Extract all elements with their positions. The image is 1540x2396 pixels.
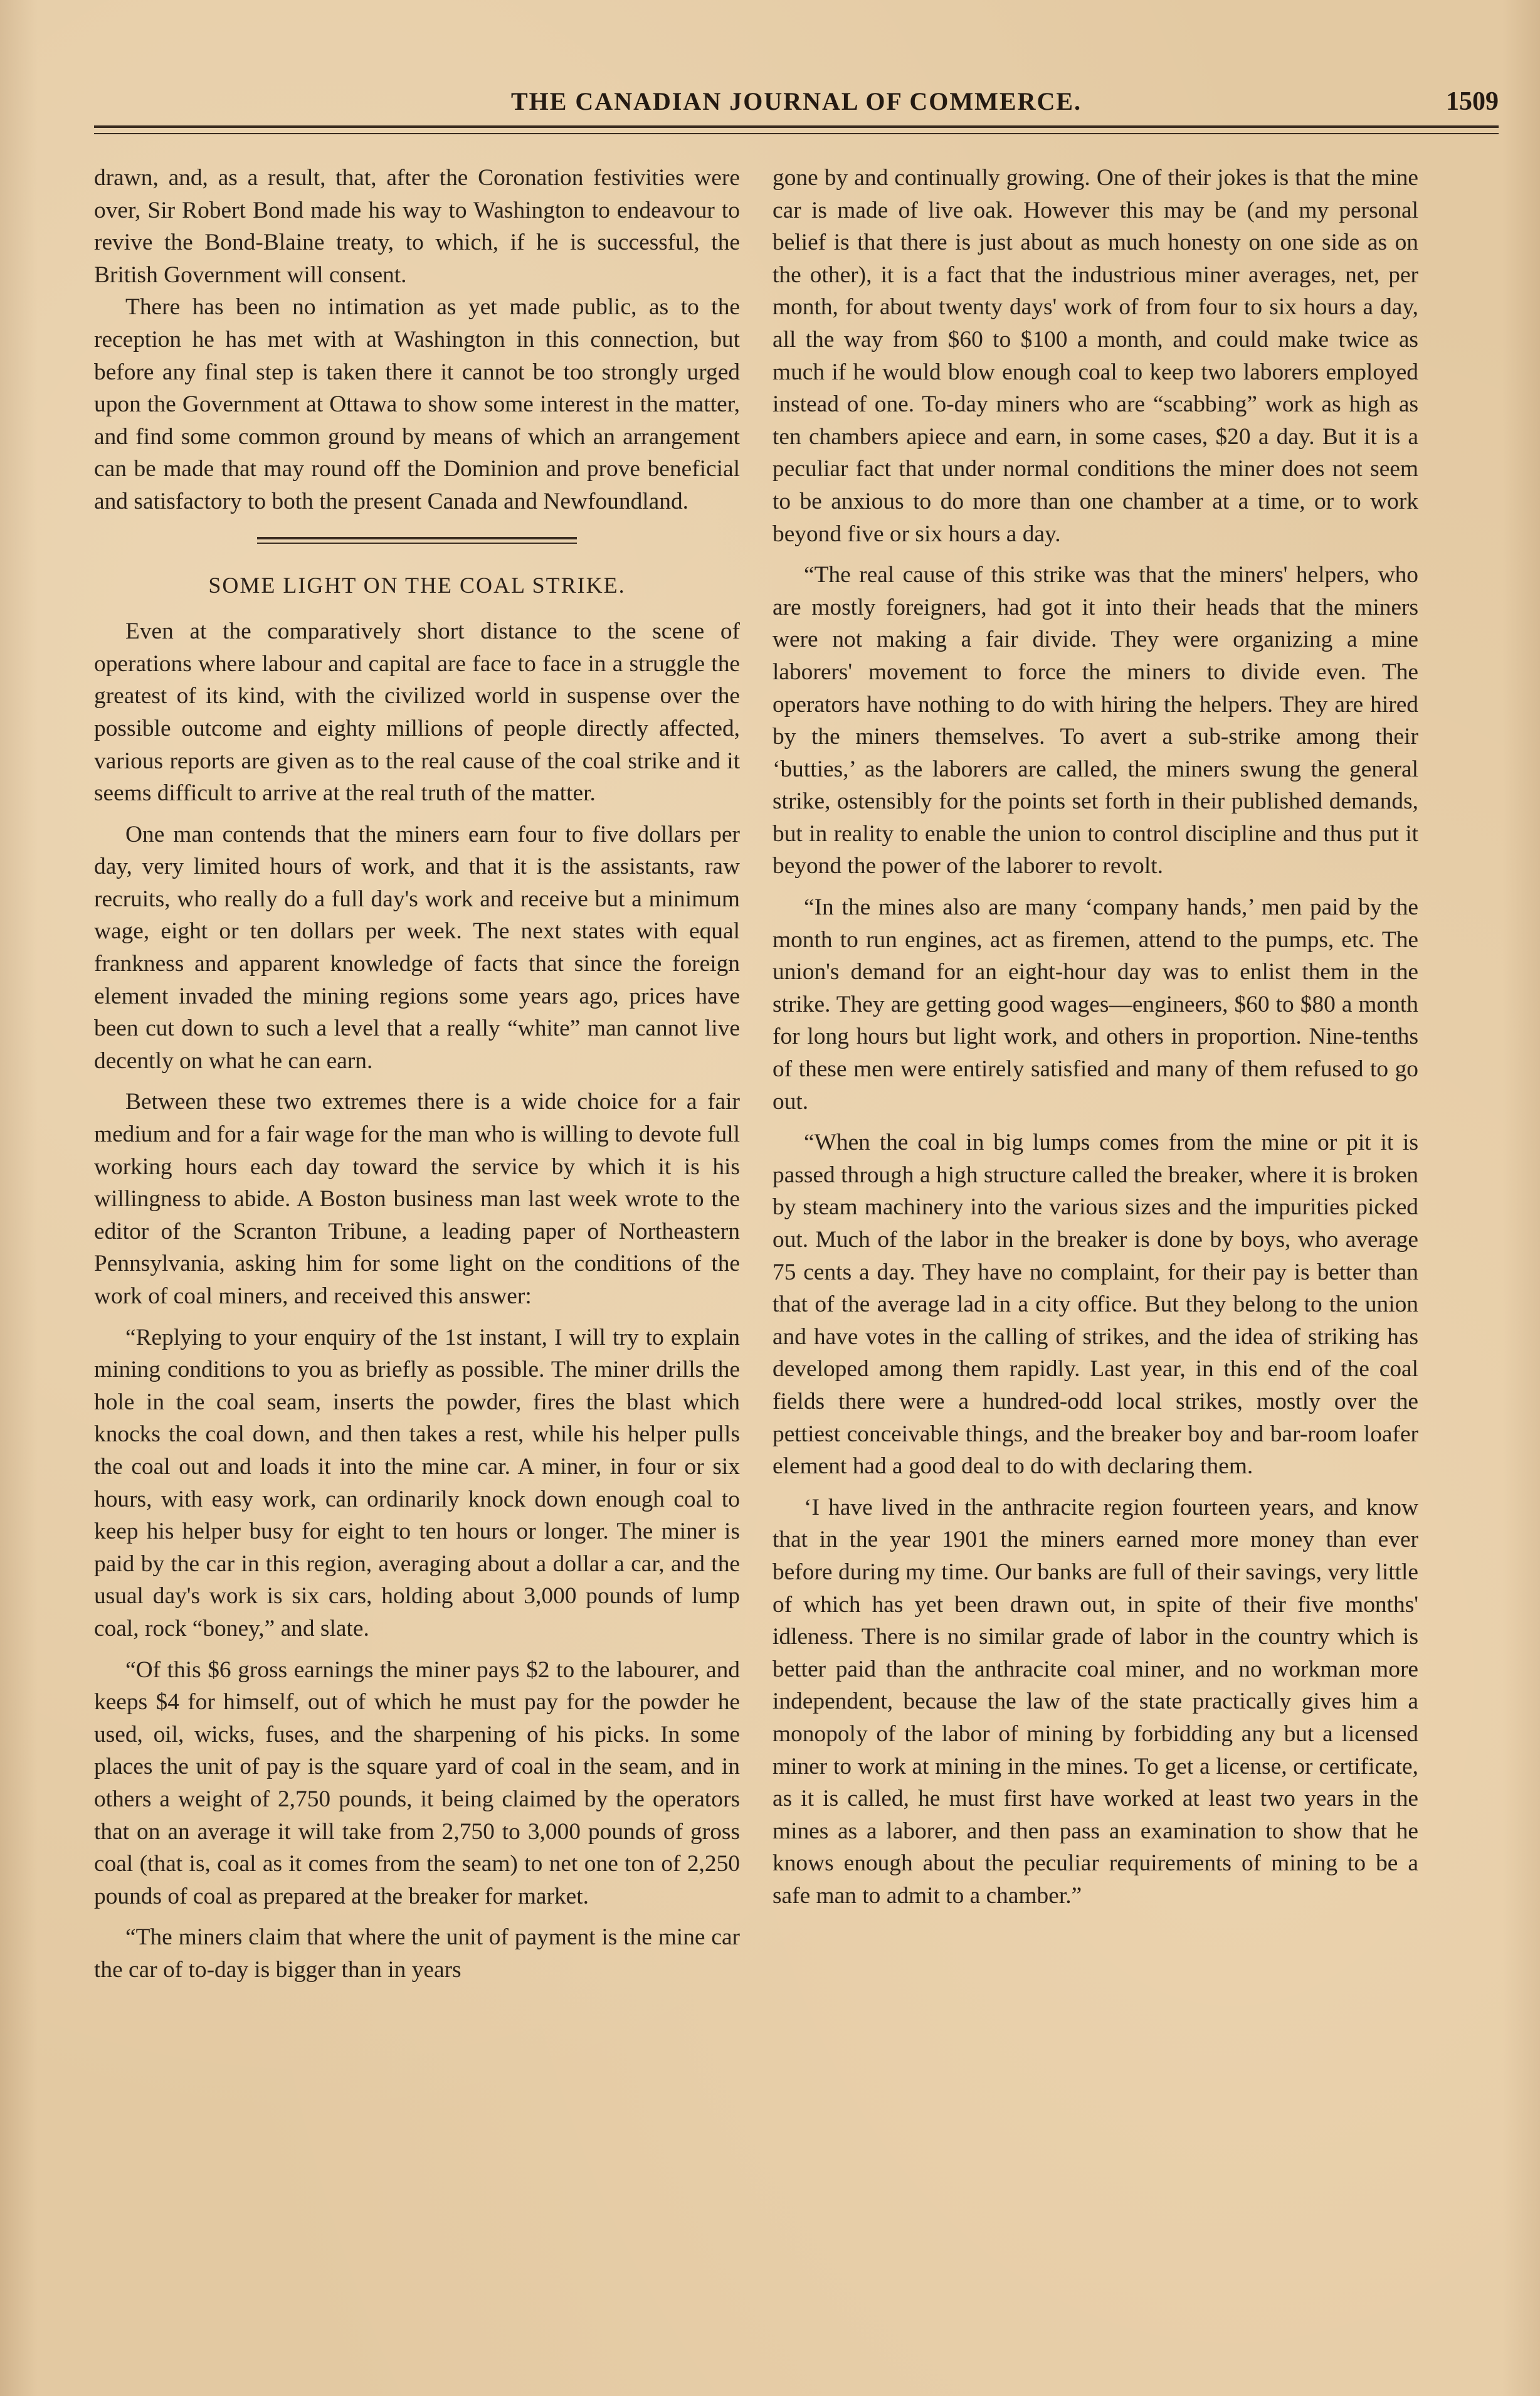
section-title: SOME LIGHT ON THE COAL STRIKE.	[208, 572, 626, 598]
paragraph: One man contends that the miners earn four to five dollars per day, very limited hours of work, and that it is the assistants, raw recruits, who really do a full day's work and receive but a minimum wage, eight or ten dollars per week. The next states with equal frankness and apparent knowledge of facts that since the foreign element invaded the mining regions some years ago, prices have been cut down to such a level that a really “white” man cannot live decently on what he can earn.	[94, 821, 740, 1074]
paragraph: “The real cause of this strike was that the miners' helpers, who are mostly foreigners, had got it into their heads that the miners were not making a fair divide. They were organizing a mine laborers' movement to force the miners to divide even. The operators have nothing to do with hiring the helpers. They are hired by the miners themselves. To avert a sub-strike among their ‘butties,’ as the laborers are called, the miners swung the general strike, ostensibly for the points set forth in their published demands, but in reality to enable the union to control discipline and thus put it beyond the power of the laborer to revolt.	[773, 562, 1418, 879]
page-number: 1509	[1446, 87, 1499, 116]
header-rule	[94, 125, 1499, 128]
paragraph: There has been no intimation as yet made public, as to the reception he has met with at Washington in this connection, but before any final step is taken there it cannot be too strongly urged upon the Government at Ottawa to show some interest in the matter, and find some common ground by means of which an arrangement can be made that may round off the Dominion and prove beneficial and satisfactory to both the present Canada and Newfoundland.	[94, 294, 740, 514]
paragraph: Between these two extremes there is a wide choice for a fair medium and for a fair wage for the man who is willing to devote full working hours each day toward the service by which it is his willingness to abide. A Boston business man last week wrote to the editor of the Scranton Tribune, a leading paper of Northeastern Pennsylvania, asking him for some light on the conditions of the work of coal miners, and received this answer:	[94, 1089, 740, 1309]
paragraph: “Replying to your enquiry of the 1st instant, I will try to explain mining conditions to you as briefly as possible. The miner drills the hole in the coal seam, inserts the powder, fires the blast which knocks the coal down, and then takes a rest, while his helper pulls the coal out and loads it into the mine car. A miner, in four or six hours, with easy work, can ordinarily knock down enough coal to keep his helper busy for eight to ten hours or longer. The miner is paid by the car in this region, averaging about a dollar a car, and the usual day's work is six cars, holding about 3,000 pounds of lump coal, rock “boney,” and slate.	[94, 1324, 740, 1641]
left-column	[94, 162, 740, 1986]
paragraph: “The miners claim that where the unit of payment is the mine car the car of to-day is bigger than in years	[94, 1924, 740, 1983]
running-head: THE CANADIAN JOURNAL OF COMMERCE.	[510, 87, 1082, 115]
paragraph: “Of this $6 gross earnings the miner pays $2 to the labourer, and keeps $4 for himself, out of which he must pay for the powder he used, oil, wicks, fuses, and the sharpening of his picks. In some places the unit of pay is the square yard of coal in the seam, and in others a weight of 2,750 pounds, it being claimed by the operators that on an average it will take from 2,750 to 3,000 pounds of gross coal (that is, coal as it comes from the seam) to net one ton of 2,250 pounds of coal as prepared at the breaker for market.	[94, 1657, 740, 1909]
header-rule-thin	[94, 133, 1499, 134]
paragraph: “In the mines also are many ‘company hands,’ men paid by the month to run engines, act as firemen, attend to the pumps, etc. The union's demand for an eight-hour day was to enlist them in the strike. They are getting good wages—engineers, $60 to $80 a month for long hours but light work, and others in proportion. Nine-tenths of these men were entirely satisfied and many of them refused to go out.	[773, 894, 1418, 1115]
paragraph: ‘I have lived in the anthracite region fourteen years, and know that in the year 1901 the miners earned more money than ever before during my time. Our banks are full of their savings, very little of which has yet been drawn out, in spite of their five months' idleness. There is no similar grade of labor in the country which is better paid than the anthracite coal miner, and no workman more independent, because the law of the state practically gives him a monopoly of the labor of mining by forbidding any but a licensed miner to work at mining in the mines. To get a license, or certificate, as it is called, he must first have worked at least two years in the mines as a laborer, and then pass an examination to show that he knows enough about the peculiar requirements of mining to be a safe man to admit to a chamber.”	[773, 1494, 1418, 1909]
right-column	[773, 162, 1418, 1912]
paragraph: drawn, and, as a result, that, after the Coronation festivities were over, Sir Robert Bond made his way to Washington to endeavour to revive the Bond-Blaine treaty, to which, if he is successful, the British Government will consent.	[94, 165, 740, 288]
paragraph: Even at the comparatively short distance to the scene of operations where labour and capital are face to face in a struggle the greatest of its kind, with the civilized world in suspense over the possible outcome and eighty millions of people directly affected, various reports are given as to the real cause of the coal strike and it seems difficult to arrive at the real truth of the matter.	[94, 618, 740, 807]
page-header	[94, 87, 1499, 122]
section-separator	[94, 537, 740, 547]
paragraph: “When the coal in big lumps comes from the mine or pit it is passed through a high structure called the breaker, where it is broken by steam machinery into the various sizes and the impurities picked out. Much of the labor in the breaker is done by boys, who average 75 cents a day. They have no complaint, for their pay is better than that of the average lad in a city office. But they belong to the union and have votes in the calling of strikes, and the idea of striking has developed among them rapidly. Last year, in this end of the coal fields there were a hundred-odd local strikes, mostly over the pettiest conceivable things, and the breaker boy and bar-room loafer element had a good deal to do with declaring them.	[773, 1130, 1418, 1480]
paragraph: gone by and continually growing. One of their jokes is that the mine car is made of live oak. However this may be (and my personal belief is that there is just about as much honesty on one side as on the other), it is a fact that the industrious miner averages, net, per month, for about twenty days' work of from four to six hours a day, all the way from $60 to $100 a month, and could make twice as much if he would blow enough coal to keep two laborers employed instead of one. To-day miners who are “scabbing” work as high as ten chambers apiece and earn, in some cases, $20 a day. But it is a peculiar fact that under normal conditions the miner does not seem to be anxious to do more than one chamber at a time, or to work beyond five or six hours a day.	[773, 165, 1418, 547]
